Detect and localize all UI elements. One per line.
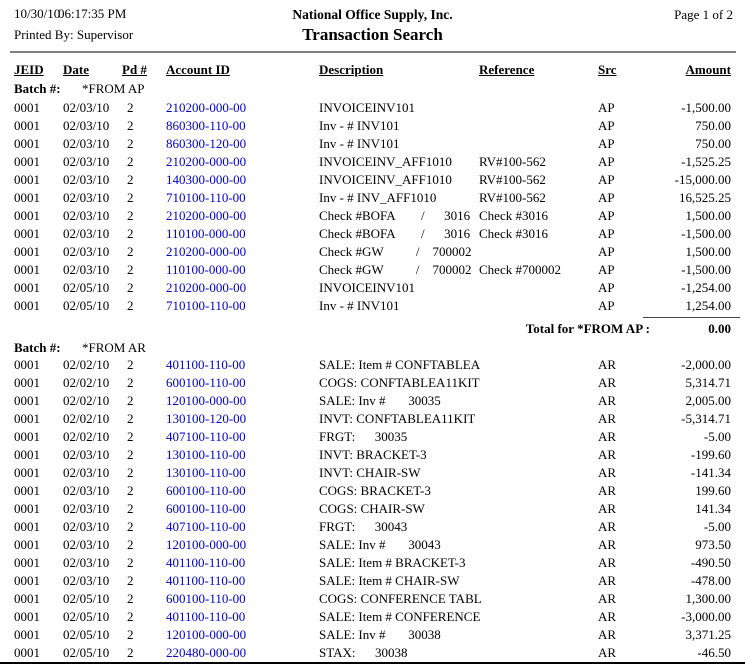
col-date: Date [63, 62, 89, 77]
reference-cell: Check #3016 [479, 208, 548, 223]
table-row [0, 411, 745, 429]
account-id-link[interactable]: 600100-110-00 [166, 375, 246, 390]
jeid-cell: 0001 [14, 262, 40, 277]
printed-by-label: Printed By: Supervisor [14, 27, 134, 42]
description-cell: SALE: Item # BRACKET-3 [319, 555, 466, 570]
account-id-link[interactable]: 140300-000-00 [166, 172, 247, 187]
period-cell: 2 [127, 100, 134, 115]
amount-cell: 750.00 [695, 136, 731, 151]
page-indicator: Page 1 of 2 [674, 7, 733, 22]
amount-cell: -46.50 [697, 645, 731, 660]
amount-cell: 1,300.00 [685, 591, 731, 606]
account-id-link[interactable]: 110100-000-00 [166, 262, 246, 277]
date-cell: 02/02/10 [63, 375, 110, 390]
date-cell: 02/05/10 [63, 645, 110, 660]
date-cell: 02/02/10 [63, 429, 110, 444]
jeid-cell: 0001 [14, 501, 40, 516]
table-row [0, 226, 745, 244]
description-cell: SALE: Item # CHAIR-SW [319, 573, 460, 588]
table-row [0, 154, 745, 172]
table-row [0, 375, 745, 393]
date-cell: 02/03/10 [63, 447, 110, 462]
amount-cell: -490.50 [690, 555, 731, 570]
amount-cell: 973.50 [695, 537, 731, 552]
date-cell: 02/05/10 [63, 609, 110, 624]
table-row [0, 172, 745, 190]
amount-cell: 141.34 [695, 501, 731, 516]
date-cell: 02/03/10 [63, 100, 110, 115]
total-divider [643, 317, 740, 318]
table-row [0, 591, 745, 609]
date-cell: 02/03/10 [63, 136, 110, 151]
period-cell: 2 [127, 429, 134, 444]
period-cell: 2 [127, 555, 134, 570]
period-cell: 2 [127, 280, 134, 295]
description-cell: COGS: CONFTABLEA11KIT [319, 375, 480, 390]
account-id-link[interactable]: 600100-110-00 [166, 591, 246, 606]
period-cell: 2 [127, 393, 134, 408]
table-row [0, 208, 745, 226]
source-cell: AR [598, 555, 617, 570]
amount-cell: -2,000.00 [681, 357, 731, 372]
table-row [0, 118, 745, 136]
source-cell: AP [598, 118, 615, 133]
account-id-link[interactable]: 120100-000-00 [166, 627, 247, 642]
amount-cell: -5.00 [703, 429, 731, 444]
amount-cell: -1,500.00 [681, 100, 731, 115]
account-id-link[interactable]: 710100-110-00 [166, 298, 246, 313]
date-cell: 02/05/10 [63, 591, 110, 606]
source-cell: AP [598, 172, 615, 187]
amount-cell: -1,525.25 [681, 154, 731, 169]
amount-cell: -1,500.00 [681, 262, 731, 277]
table-row [0, 262, 745, 280]
reference-cell: RV#100-562 [479, 190, 546, 205]
source-cell: AR [598, 483, 617, 498]
jeid-cell: 0001 [14, 118, 40, 133]
amount-cell: 2,005.00 [685, 393, 731, 408]
amount-cell: -1,500.00 [681, 226, 731, 241]
jeid-cell: 0001 [14, 537, 40, 552]
date-cell: 02/03/10 [63, 190, 110, 205]
date-cell: 02/03/10 [63, 573, 110, 588]
date-cell: 02/03/10 [63, 537, 110, 552]
description-cell: INVT: BRACKET-3 [319, 447, 427, 462]
source-cell: AR [598, 609, 617, 624]
description-cell: SALE: Inv # 30043 [319, 537, 441, 552]
table-row [0, 136, 745, 154]
source-cell: AR [598, 357, 617, 372]
batch-header [0, 81, 745, 99]
table-row [0, 298, 745, 316]
table-row [0, 519, 745, 537]
period-cell: 2 [127, 136, 134, 151]
amount-cell: -5.00 [703, 519, 731, 534]
period-cell: 2 [127, 298, 134, 313]
reference-cell: Check #3016 [479, 226, 548, 241]
date-cell: 02/03/10 [63, 555, 110, 570]
description-cell: Check #BOFA / 3016 [319, 208, 471, 223]
table-row [0, 465, 745, 483]
account-id-link[interactable]: 401100-110-00 [166, 573, 246, 588]
description-cell: SALE: Item # CONFERENCE [319, 609, 481, 624]
jeid-cell: 0001 [14, 447, 40, 462]
table-row [0, 627, 745, 645]
period-cell: 2 [127, 591, 134, 606]
report-date: 10/30/10 [14, 6, 61, 21]
jeid-cell: 0001 [14, 244, 40, 259]
date-cell: 02/03/10 [63, 465, 110, 480]
period-cell: 2 [127, 519, 134, 534]
account-id-link[interactable]: 210200-000-00 [166, 244, 247, 259]
account-id-link[interactable]: 710100-110-00 [166, 190, 246, 205]
reference-cell: RV#100-562 [479, 154, 546, 169]
period-cell: 2 [127, 244, 134, 259]
table-row [0, 447, 745, 465]
description-cell: COGS: BRACKET-3 [319, 483, 431, 498]
jeid-cell: 0001 [14, 136, 40, 151]
jeid-cell: 0001 [14, 375, 40, 390]
source-cell: AR [598, 465, 617, 480]
amount-cell: -1,254.00 [681, 280, 731, 295]
source-cell: AP [598, 208, 615, 223]
col-jeid: JEID [14, 62, 44, 77]
source-cell: AR [598, 447, 617, 462]
source-cell: AP [598, 262, 615, 277]
amount-cell: -141.34 [690, 465, 731, 480]
amount-cell: -5,314.71 [681, 411, 731, 426]
period-cell: 2 [127, 411, 134, 426]
period-cell: 2 [127, 627, 134, 642]
description-cell: FRGT: 30043 [319, 519, 408, 534]
table-row [0, 190, 745, 208]
source-cell: AR [598, 429, 617, 444]
account-id-link[interactable]: 407100-110-00 [166, 519, 246, 534]
jeid-cell: 0001 [14, 645, 40, 660]
description-cell: Inv - # INV101 [319, 298, 400, 313]
table-row [0, 483, 745, 501]
col-description: Description [319, 62, 384, 77]
table-row [0, 573, 745, 591]
account-id-link[interactable]: 130100-120-00 [166, 411, 247, 426]
jeid-cell: 0001 [14, 393, 40, 408]
date-cell: 02/02/10 [63, 357, 110, 372]
account-id-link[interactable]: 600100-110-00 [166, 501, 246, 516]
table-row [0, 244, 745, 262]
source-cell: AR [598, 645, 617, 660]
date-cell: 02/03/10 [63, 172, 110, 187]
date-cell: 02/03/10 [63, 483, 110, 498]
description-cell: INVOICEINV101 [319, 280, 416, 295]
description-cell: Inv - # INV_AFF1010 [319, 190, 437, 205]
source-cell: AP [598, 298, 615, 313]
batch-label: Batch #: [14, 81, 61, 96]
table-row [0, 100, 745, 118]
period-cell: 2 [127, 154, 134, 169]
jeid-cell: 0001 [14, 573, 40, 588]
date-cell: 02/05/10 [63, 280, 110, 295]
description-cell: INVT: CHAIR-SW [319, 465, 421, 480]
jeid-cell: 0001 [14, 627, 40, 642]
period-cell: 2 [127, 190, 134, 205]
col-account-id: Account ID [166, 62, 230, 77]
amount-cell: 5,314.71 [685, 375, 731, 390]
date-cell: 02/05/10 [63, 627, 110, 642]
table-row [0, 357, 745, 375]
period-cell: 2 [127, 573, 134, 588]
table-row [0, 501, 745, 519]
jeid-cell: 0001 [14, 555, 40, 570]
batch-value: *FROM AP [82, 81, 145, 96]
account-id-link[interactable]: 210200-000-00 [166, 280, 247, 295]
table-row [0, 609, 745, 627]
jeid-cell: 0001 [14, 172, 40, 187]
report-title: Transaction Search [302, 25, 443, 44]
source-cell: AR [598, 627, 617, 642]
amount-cell: 1,254.00 [685, 298, 731, 313]
jeid-cell: 0001 [14, 226, 40, 241]
source-cell: AP [598, 100, 615, 115]
jeid-cell: 0001 [14, 190, 40, 205]
jeid-cell: 0001 [14, 357, 40, 372]
description-cell: SALE: Item # CONFTABLEA [319, 357, 481, 372]
source-cell: AP [598, 154, 615, 169]
account-id-link[interactable]: 407100-110-00 [166, 429, 246, 444]
period-cell: 2 [127, 357, 134, 372]
amount-cell: -199.60 [690, 447, 731, 462]
period-cell: 2 [127, 501, 134, 516]
period-cell: 2 [127, 609, 134, 624]
jeid-cell: 0001 [14, 411, 40, 426]
amount-cell: -478.00 [690, 573, 731, 588]
description-cell: COGS: CONFERENCE TABL [319, 591, 482, 606]
period-cell: 2 [127, 645, 134, 660]
account-id-link[interactable]: 110100-000-00 [166, 226, 246, 241]
amount-cell: -15,000.00 [674, 172, 731, 187]
account-id-link[interactable]: 401100-110-00 [166, 357, 246, 372]
jeid-cell: 0001 [14, 609, 40, 624]
account-id-link[interactable]: 220480-000-00 [166, 645, 247, 660]
description-cell: Check #GW / 700002 [319, 244, 472, 259]
description-cell: STAX: 30038 [319, 645, 408, 660]
jeid-cell: 0001 [14, 298, 40, 313]
jeid-cell: 0001 [14, 483, 40, 498]
description-cell: Inv - # INV101 [319, 136, 400, 151]
jeid-cell: 0001 [14, 154, 40, 169]
date-cell: 02/05/10 [63, 298, 110, 313]
source-cell: AR [598, 519, 617, 534]
company-name: National Office Supply, Inc. [292, 7, 453, 22]
account-id-link[interactable]: 210200-000-00 [166, 208, 247, 223]
table-row [0, 429, 745, 447]
amount-cell: 1,500.00 [685, 244, 731, 259]
description-cell: SALE: Inv # 30035 [319, 393, 441, 408]
period-cell: 2 [127, 483, 134, 498]
amount-cell: 750.00 [695, 118, 731, 133]
amount-cell: 1,500.00 [685, 208, 731, 223]
account-id-link[interactable]: 210200-000-00 [166, 154, 247, 169]
date-cell: 02/03/10 [63, 519, 110, 534]
account-id-link[interactable]: 210200-000-00 [166, 100, 247, 115]
jeid-cell: 0001 [14, 208, 40, 223]
col-amount: Amount [685, 62, 731, 77]
date-cell: 02/03/10 [63, 208, 110, 223]
date-cell: 02/02/10 [63, 411, 110, 426]
source-cell: AP [598, 226, 615, 241]
period-cell: 2 [127, 172, 134, 187]
source-cell: AP [598, 280, 615, 295]
jeid-cell: 0001 [14, 519, 40, 534]
batch-value: *FROM AR [82, 340, 146, 355]
description-cell: INVOICEINV101 [319, 100, 416, 115]
section-total-label: Total for *FROM AP : [525, 321, 650, 336]
source-cell: AR [598, 591, 617, 606]
description-cell: Check #GW / 700002 [319, 262, 472, 277]
account-id-link[interactable]: 401100-110-00 [166, 555, 246, 570]
date-cell: 02/03/10 [63, 154, 110, 169]
description-cell: COGS: CHAIR-SW [319, 501, 425, 516]
col-src: Src [598, 62, 617, 77]
source-cell: AR [598, 537, 617, 552]
date-cell: 02/03/10 [63, 118, 110, 133]
period-cell: 2 [127, 537, 134, 552]
source-cell: AR [598, 573, 617, 588]
col-reference: Reference [479, 62, 535, 77]
description-cell: INVOICEINV_AFF1010 [319, 172, 452, 187]
source-cell: AP [598, 244, 615, 259]
report-time: 06:17:35 PM [58, 6, 127, 21]
source-cell: AR [598, 501, 617, 516]
section-total-value: 0.00 [708, 321, 731, 336]
account-id-link[interactable]: 130100-110-00 [166, 447, 246, 462]
period-cell: 2 [127, 226, 134, 241]
table-row [0, 280, 745, 298]
account-id-link[interactable]: 120100-000-00 [166, 537, 247, 552]
jeid-cell: 0001 [14, 280, 40, 295]
description-cell: Check #BOFA / 3016 [319, 226, 471, 241]
amount-cell: 16,525.25 [679, 190, 731, 205]
table-row [0, 555, 745, 573]
description-cell: FRGT: 30035 [319, 429, 408, 444]
account-id-link[interactable]: 401100-110-00 [166, 609, 246, 624]
period-cell: 2 [127, 262, 134, 277]
jeid-cell: 0001 [14, 591, 40, 606]
account-id-link[interactable]: 130100-110-00 [166, 465, 246, 480]
amount-cell: 199.60 [695, 483, 731, 498]
account-id-link[interactable]: 600100-110-00 [166, 483, 246, 498]
source-cell: AR [598, 393, 617, 408]
amount-cell: -3,000.00 [681, 609, 731, 624]
period-cell: 2 [127, 375, 134, 390]
table-row [0, 537, 745, 555]
jeid-cell: 0001 [14, 429, 40, 444]
jeid-cell: 0001 [14, 465, 40, 480]
reference-cell: RV#100-562 [479, 172, 546, 187]
date-cell: 02/03/10 [63, 226, 110, 241]
description-cell: INVOICEINV_AFF1010 [319, 154, 452, 169]
source-cell: AR [598, 375, 617, 390]
jeid-cell: 0001 [14, 100, 40, 115]
account-id-link[interactable]: 860300-120-00 [166, 136, 247, 151]
period-cell: 2 [127, 208, 134, 223]
account-id-link[interactable]: 860300-110-00 [166, 118, 246, 133]
batch-label: Batch #: [14, 340, 61, 355]
date-cell: 02/03/10 [63, 244, 110, 259]
description-cell: Inv - # INV101 [319, 118, 400, 133]
batch-header [0, 340, 745, 358]
period-cell: 2 [127, 447, 134, 462]
amount-cell: 3,371.25 [685, 627, 731, 642]
table-row [0, 645, 745, 663]
source-cell: AP [598, 136, 615, 151]
period-cell: 2 [127, 118, 134, 133]
col-pd: Pd # [122, 62, 147, 77]
date-cell: 02/02/10 [63, 393, 110, 408]
date-cell: 02/03/10 [63, 262, 110, 277]
source-cell: AR [598, 411, 617, 426]
date-cell: 02/03/10 [63, 501, 110, 516]
description-cell: INVT: CONFTABLEA11KIT [319, 411, 476, 426]
period-cell: 2 [127, 465, 134, 480]
source-cell: AP [598, 190, 615, 205]
account-id-link[interactable]: 120100-000-00 [166, 393, 247, 408]
table-row [0, 393, 745, 411]
description-cell: SALE: Inv # 30038 [319, 627, 441, 642]
reference-cell: Check #700002 [479, 262, 561, 277]
